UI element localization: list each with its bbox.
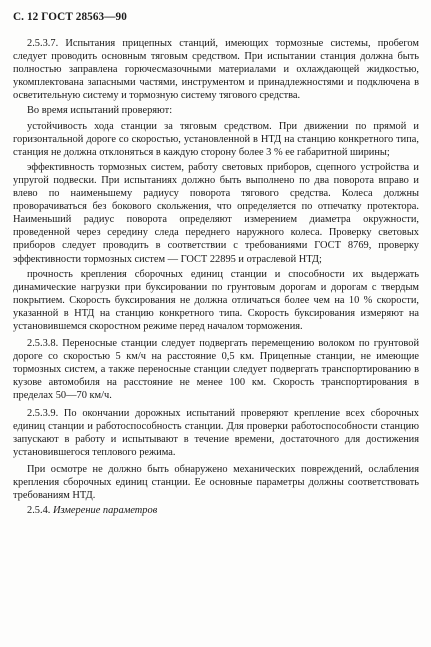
paragraph-2-5-3-9: 2.5.3.9. По окончании дорожных испытаний проверяют крепление всех сборочных единиц станции и работоспособность станции. Для проверки работоспособности станцию запускают в работу и испытывают в течение времени, достаточного для достижения установившегося теплового режима. — [13, 407, 419, 458]
paragraph-inspection: При осмотре не должно быть обнаружено механических повреждений, ослабления крепления сборочных единиц станции. Ее основные параметры должны соответствовать требованиям НТД. — [13, 463, 419, 502]
section-heading — [13, 504, 419, 517]
paragraph-2-5-3-8: 2.5.3.8. Переносные станции следует подвергать перемещению волоком по грунтовой дороге со скоростью 5 км/ч на расстояние 0,5 км. Прицепные станции, не имеющие тормозных систем, а также переносные станции следует подвергать транспортированию в кузове автомобиля на расстояние не менее 100 км. Скорость транспортирования в пределах 50—70 км/ч. — [13, 338, 419, 402]
paragraph-during-tests: Во время испытаний проверяют: — [27, 105, 173, 117]
document-body — [13, 37, 419, 519]
paragraph-fastening-strength: прочность крепления сборочных единиц станции и способности их выдержать динамические нагрузки при буксировании по грунтовым дорогам и дорогам с твердым покрытием. Скорость буксирования не должна отличаться более чем на 10 % скорости, указанной в НТД на станцию конкретного типа. Скорость буксирования измеряют на установившемся скоростном режиме перед началом торможения. — [13, 268, 419, 332]
paragraph-2-5-3-7: 2.5.3.7. Испытания прицепных станций, имеющих тормозные системы, пробегом следует проводить основным тяговым средством. При испытании станция должна быть полностью заправлена горючесмазочными материалами и охлаждающей жидкостью, укомплектована запасными частями, инструментом и принадлежностями и подключена в осветительную систему и тормозную систему тягового средства. — [13, 38, 419, 102]
paragraph-brake-efficiency: эффективность тормозных систем, работу световых приборов, сцепного устройства и упругой подвески. При испытаниях должно быть выполнено по два поворота вправо и влево по наименьшему радиусу поворота тягового средства. Колеса должны проворачиваться без бокового скольжения, что определяется по отпечатку протектора. Наименьший радиус поворота определяют измерением диаметра окружности, проведенной через середину следа переднего наружного колеса. Проверку световых приборов следует проводить в соответствии с требованиями ГОСТ 8769, проверку эффективности тормозных систем — ГОСТ 22895 и отраслевой НТД; — [13, 161, 419, 265]
paragraph-stability: устойчивость хода станции за тяговым средством. При движении по прямой и горизонтальной дороге со скоростью, установленной в НТД на станцию конкретного типа, станция не должна отклоняться в каждую сторону более 3 % ее габаритной ширины; — [13, 120, 419, 158]
section-heading-title: Измерение параметров — [53, 505, 158, 517]
page-header: С. 12 ГОСТ 28563—90 — [13, 11, 127, 23]
section-heading-number: 2.5.4. — [27, 505, 51, 517]
